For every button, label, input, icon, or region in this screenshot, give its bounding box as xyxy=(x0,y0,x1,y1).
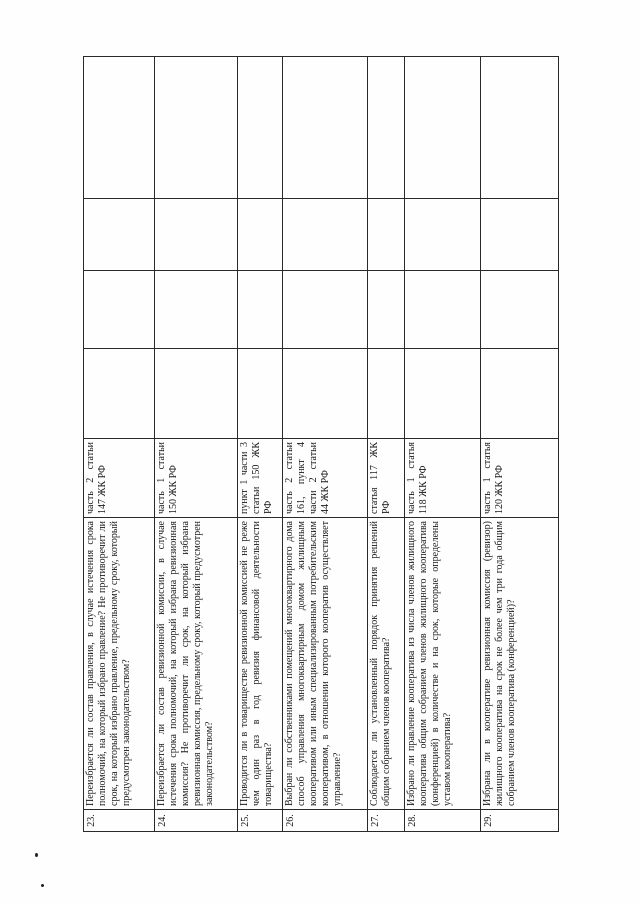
legal-reference: часть 1 статьи 150 ЖК РФ xyxy=(155,439,238,518)
table-row xyxy=(283,57,368,832)
table-row xyxy=(238,57,283,832)
empty-cell xyxy=(405,349,481,439)
question-text: Выбран ли собственниками помещений многоквартирного дома способ управления многоквартирным домом жилищным кооперативом или иным специализированным потребительским кооперативом, в отношении которого кооператив осуществляет управление? xyxy=(283,518,368,810)
row-number: 29. xyxy=(481,810,559,832)
empty-cell xyxy=(481,57,559,199)
empty-cell xyxy=(368,57,405,199)
question-text: Соблюдается ли установленный порядок принятия решений общим собранием членов кооператива? xyxy=(368,518,405,810)
question-text: Избрано ли правление кооператива из числа членов жилищного кооператива общим собранием членов жилищного кооператива (конференцией) в количестве и на срок, которые определены уставом кооператива? xyxy=(405,518,481,810)
row-number: 24. xyxy=(155,810,238,832)
empty-cell xyxy=(238,199,283,271)
empty-cell xyxy=(405,271,481,349)
checklist-table xyxy=(83,56,559,832)
empty-cell xyxy=(84,57,155,199)
empty-cell xyxy=(283,271,368,349)
empty-cell xyxy=(283,199,368,271)
empty-cell xyxy=(238,349,283,439)
table-row xyxy=(84,57,155,832)
question-text: Проводится ли в товариществе ревизионной комиссией не реже чем один раз в год ревизия финансовой деятельности товарищества? xyxy=(238,518,283,810)
table-row xyxy=(405,57,481,832)
row-number: 23. xyxy=(84,810,155,832)
legal-reference: часть 2 статьи 147 ЖК РФ xyxy=(84,439,155,518)
empty-cell xyxy=(84,349,155,439)
empty-cell xyxy=(368,199,405,271)
empty-cell xyxy=(481,271,559,349)
question-text: Переизбрается ли состав ревизионной комиссии, в случае истечения срока полномочий, на который избрана ревизионная комиссия? Не противоречит ли срок, на который избрана ревизионная комиссия, предельному сроку, который предусмотрен законодательством? xyxy=(155,518,238,810)
empty-cell xyxy=(155,349,238,439)
row-number: 25. xyxy=(238,810,283,832)
empty-cell xyxy=(155,57,238,199)
legal-reference: часть 1 статья 118 ЖК РФ xyxy=(405,439,481,518)
empty-cell xyxy=(405,57,481,199)
empty-cell xyxy=(481,199,559,271)
empty-cell xyxy=(238,271,283,349)
scan-speck xyxy=(41,884,44,887)
empty-cell xyxy=(155,199,238,271)
empty-cell xyxy=(84,199,155,271)
row-number: 26. xyxy=(283,810,368,832)
table-row xyxy=(155,57,238,832)
empty-cell xyxy=(238,57,283,199)
empty-cell xyxy=(405,199,481,271)
empty-cell xyxy=(155,271,238,349)
legal-reference: часть 1 статья 120 ЖК РФ xyxy=(481,439,559,518)
legal-reference: часть 2 статьи 161, пункт 4 части 2 статьи 44 ЖК РФ xyxy=(283,439,368,518)
legal-reference: пункт 1 части 3 статьи 150 ЖК РФ xyxy=(238,439,283,518)
row-number: 28. xyxy=(405,810,481,832)
table-row xyxy=(368,57,405,832)
question-text: Переизбрается ли состав правления, в случае истечения срока полномочий, на который избрано правление? Не противоречит ли срок, на который избрано правление, предельному сроку, который предусмотрен законодательством? xyxy=(84,518,155,810)
empty-cell xyxy=(368,271,405,349)
legal-reference: статья 117 ЖК РФ xyxy=(368,439,405,518)
empty-cell xyxy=(283,349,368,439)
table-row xyxy=(481,57,559,832)
empty-cell xyxy=(481,349,559,439)
empty-cell xyxy=(283,57,368,199)
scan-speck xyxy=(35,853,38,857)
empty-cell xyxy=(84,271,155,349)
empty-cell xyxy=(368,349,405,439)
question-text: Избрана ли в кооперативе ревизионная комиссия (ревизор) жилищного кооператива на срок не более чем три года общим собранием членов кооператива (конференцией)? xyxy=(481,518,559,810)
checklist-table-rotated xyxy=(83,57,558,832)
row-number: 27. xyxy=(368,810,405,832)
